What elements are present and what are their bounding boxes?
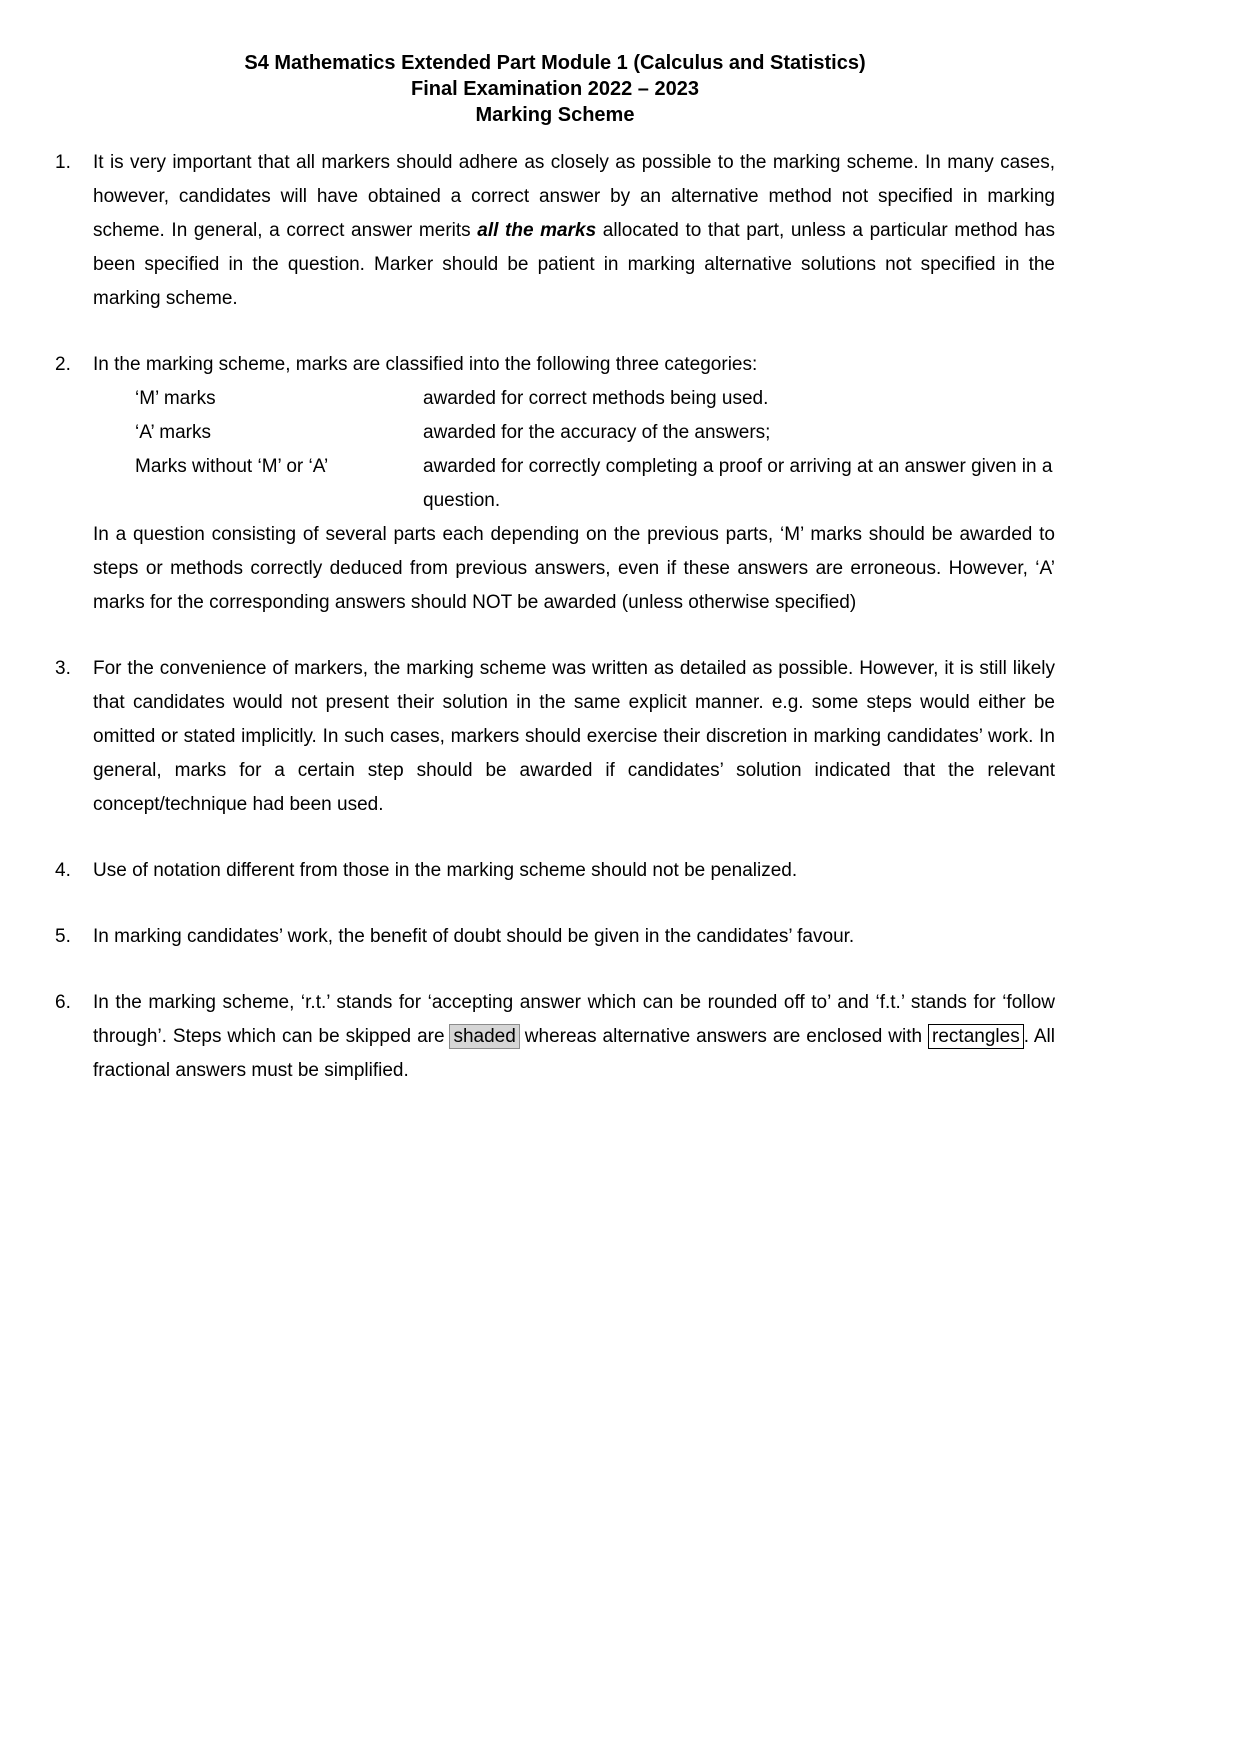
document-header bbox=[55, 50, 1055, 128]
item-6-number: 6. bbox=[55, 992, 71, 1013]
boxed-term: rectangles bbox=[928, 1024, 1024, 1049]
item-1-number: 1. bbox=[55, 152, 71, 173]
instruction-item-6 bbox=[55, 986, 1055, 1088]
category-row-other-marks bbox=[93, 450, 1055, 518]
item-6-text bbox=[93, 986, 1055, 1088]
marks-category-table bbox=[93, 382, 1055, 518]
document-subtitle: Final Examination 2022 – 2023 bbox=[411, 78, 699, 100]
instruction-item-1 bbox=[55, 146, 1055, 316]
category-description: awarded for correctly completing a proof or arriving at an answer given in a question. bbox=[423, 456, 1053, 511]
instruction-item-5 bbox=[55, 920, 1055, 954]
item-5-number: 5. bbox=[55, 926, 71, 947]
item-2-number: 2. bbox=[55, 354, 71, 375]
item-2-note: In a question consisting of several parts each depending on the previous parts, ‘M’ marks should be awarded to steps or methods correctly deduced from previous answers, even if these answers are erroneous. However, ‘A’ marks for the corresponding answers should NOT be awarded (unless otherwise specified) bbox=[93, 524, 1055, 613]
instruction-item-4 bbox=[55, 854, 1055, 888]
text-segment: In the marking scheme, ‘r.t.’ stands for ‘accepting answer which can be rounded off to’ and ‘f.t.’ stands for ‘follow through’. Steps which can be skipped are bbox=[93, 992, 1055, 1047]
category-term: Marks without ‘M’ or ‘A’ bbox=[135, 456, 329, 477]
category-description: awarded for correct methods being used. bbox=[423, 388, 769, 409]
text-segment: . All fractional answers must be simplified. bbox=[93, 1026, 1056, 1081]
instruction-item-3 bbox=[55, 652, 1055, 822]
text-segment: whereas alternative answers are enclosed with bbox=[518, 1026, 929, 1047]
text-segment: allocated to that part, unless a particular method has been specified in the question. Marker should be patient in marking alternative solutions not specified in the marking scheme. bbox=[93, 220, 1055, 309]
item-1-text bbox=[93, 146, 1055, 316]
item-3-number: 3. bbox=[55, 658, 71, 679]
document-section-title: Marking Scheme bbox=[475, 104, 635, 126]
document-title: S4 Mathematics Extended Part Module 1 (Calculus and Statistics) bbox=[244, 52, 866, 74]
shaded-term: shaded bbox=[450, 1025, 518, 1048]
category-term: ‘A’ marks bbox=[135, 422, 211, 443]
item-2-intro: In the marking scheme, marks are classified into the following three categories: bbox=[93, 354, 758, 375]
item-5-text: In marking candidates’ work, the benefit of doubt should be given in the candidates’ favour. bbox=[93, 926, 855, 947]
item-3-text: For the convenience of markers, the marking scheme was written as detailed as possible. However, it is still likely that candidates would not present their solution in the same explicit manner. e.g. some steps would either be omitted or stated implicitly. In such cases, markers should exercise their discretion in marking candidates’ work. In general, marks for a certain step should be awarded if candidates’ solution indicated that the relevant concept/technique had been used. bbox=[93, 658, 1055, 815]
item-2-text bbox=[93, 348, 1055, 620]
item-4-number: 4. bbox=[55, 860, 71, 881]
item-4-text: Use of notation different from those in the marking scheme should not be penalized. bbox=[93, 860, 798, 881]
category-term: ‘M’ marks bbox=[135, 388, 216, 409]
emphasized-text: all the marks bbox=[477, 220, 597, 241]
instruction-item-2 bbox=[55, 348, 1055, 620]
category-row-m-marks bbox=[93, 382, 1055, 416]
category-row-a-marks bbox=[93, 416, 1055, 450]
text-segment: It is very important that all markers should adhere as closely as possible to the marking scheme. In many cases, however, candidates will have obtained a correct answer by an alternative method not specified in marking scheme. In general, a correct answer merits bbox=[93, 152, 1055, 241]
category-description: awarded for the accuracy of the answers; bbox=[423, 422, 771, 443]
